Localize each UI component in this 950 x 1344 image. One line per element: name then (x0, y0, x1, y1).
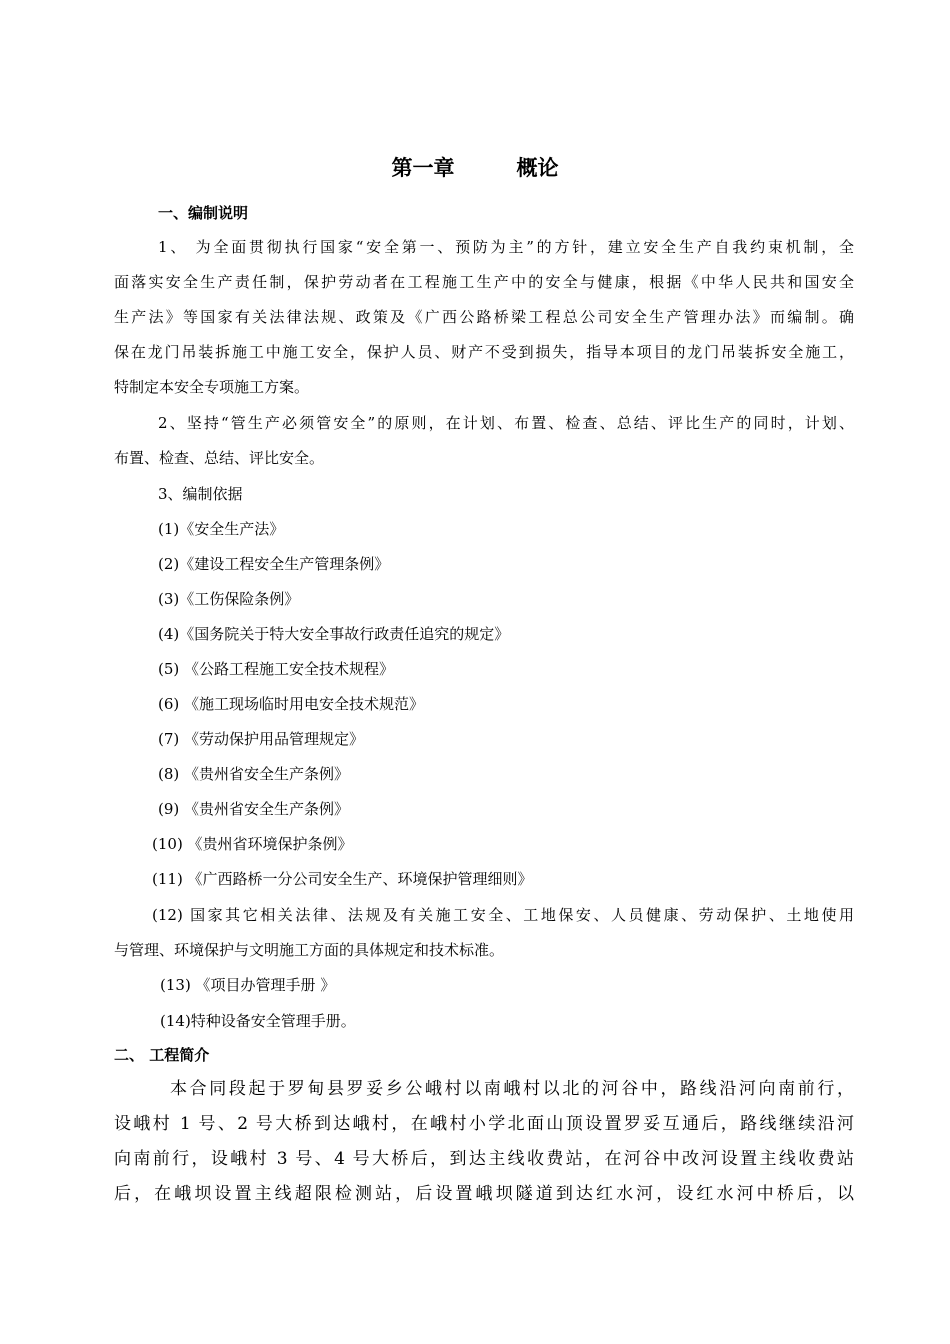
reference-item: (9) 《贵州省安全生产条例》 (158, 800, 350, 818)
paragraph-line: 与管理、环境保护与文明施工方面的具体规定和技术标准。 (114, 941, 505, 959)
paragraph-line: 后，在峨坝设置主线超限检测站，后设置峨坝隧道到达红水河，设红水河中桥后，以 (114, 1184, 854, 1204)
paragraph-line: 面落实安全生产责任制，保护劳动者在工程施工生产中的安全与健康，根据《中华人民共和国安全 (114, 273, 854, 291)
paragraph-line: 布置、检查、总结、评比安全。 (114, 449, 325, 467)
reference-item: (10) 《贵州省环境保护条例》 (152, 835, 353, 853)
reference-item: (7) 《劳动保护用品管理规定》 (158, 730, 365, 748)
reference-item: (6) 《施工现场临时用电安全技术规范》 (158, 695, 425, 713)
paragraph-line: 2、坚持“管生产必须管安全”的原则，在计划、布置、检查、总结、评比生产的同时，计划、 (158, 414, 854, 432)
reference-item: (1)《安全生产法》 (158, 520, 285, 538)
reference-item: (4)《国务院关于特大安全事故行政责任追究的规定》 (158, 625, 510, 643)
paragraph-line: 保在龙门吊装拆施工中施工安全，保护人员、财产不受到损失，指导本项目的龙门吊装拆安全施工， (114, 343, 854, 361)
reference-item: (11) 《广西路桥一分公司安全生产、环境保护管理细则》 (152, 870, 533, 888)
paragraph-line: 3、编制依据 (158, 485, 243, 503)
chapter-number: 第一章 (391, 156, 455, 180)
section-heading-1: 一、编制说明 (158, 204, 249, 222)
paragraph-line: 生产法》等国家有关法律法规、政策及《广西公路桥梁工程总公司安全生产管理办法》而编制。确 (114, 308, 854, 326)
reference-item: (3)《工伤保险条例》 (158, 590, 300, 608)
reference-item: (8) 《贵州省安全生产条例》 (158, 765, 350, 783)
chapter-name: 概论 (516, 156, 559, 180)
chapter-title (0, 152, 950, 182)
paragraph-line: 1、 为全面贯彻执行国家“安全第一、预防为主”的方针，建立安全生产自我约束机制，全 (158, 238, 854, 256)
paragraph-line: 特制定本安全专项施工方案。 (114, 378, 310, 396)
paragraph-line: 本合同段起于罗甸县罗妥乡公峨村以南峨村以北的河谷中，路线沿河向南前行， (170, 1079, 854, 1099)
section-heading-2: 二、 工程简介 (114, 1046, 210, 1064)
paragraph-line: 向南前行，设峨村 3 号、4 号大桥后，到达主线收费站，在河谷中改河设置主线收费站 (114, 1149, 854, 1169)
reference-item: (12) 国家其它相关法律、法规及有关施工安全、工地保安、人员健康、劳动保护、土地使用 (152, 906, 854, 924)
reference-item: (2)《建设工程安全生产管理条例》 (158, 555, 390, 573)
reference-item: (13) 《项目办管理手册 》 (160, 976, 336, 994)
paragraph-line: 设峨村 1 号、2 号大桥到达峨村，在峨村小学北面山顶设置罗妥互通后，路线继续沿河 (114, 1114, 854, 1134)
reference-item: (5) 《公路工程施工安全技术规程》 (158, 660, 395, 678)
reference-item: (14)特种设备安全管理手册。 (160, 1012, 356, 1030)
